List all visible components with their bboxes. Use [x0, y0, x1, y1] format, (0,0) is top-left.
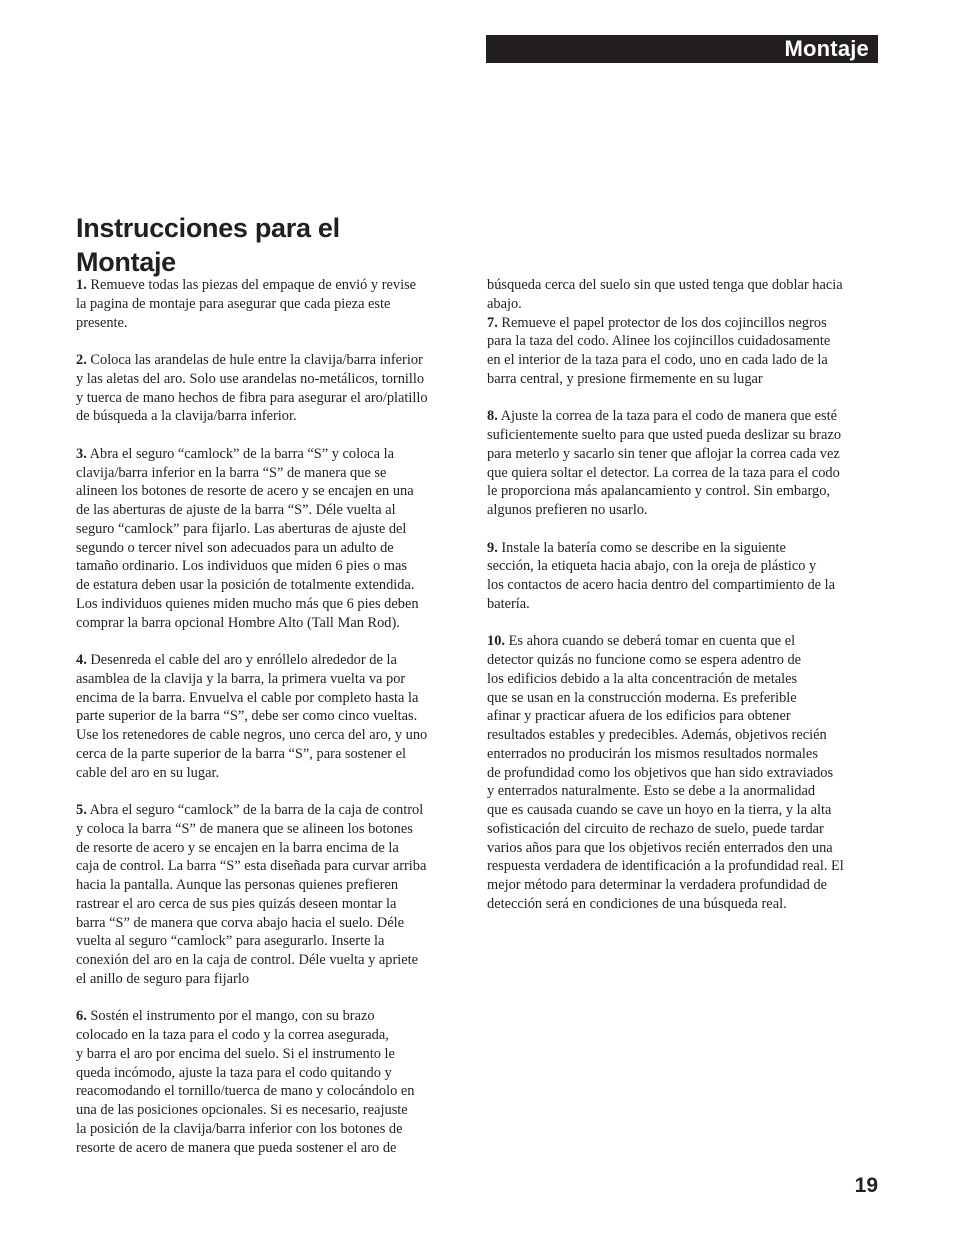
step-number: 10. [487, 633, 505, 650]
step-text: Sostén el instrumento por el mango, con su brazo colocado en la taza para el codo y la correa asegurada, y barra el aro por encima del suelo. Si el instrumento le queda incómodo, ajuste la taza para el codo quitando y reacomodando el tornillo/tuerca de mano y colocándolo en una de las posiciones opcionales. Si es necesario, reajuste la posición de la clavija/barra inferior con los botones de resorte de acero de manera que pueda sostener el aro de [76, 1008, 415, 1156]
step-6-continued [487, 276, 879, 314]
step-7 [487, 314, 879, 389]
step-9 [487, 539, 879, 614]
page-title: Instrucciones para el Montaje [76, 213, 340, 277]
right-column [487, 276, 879, 932]
step-10 [487, 632, 879, 913]
step-text: Instale la batería como se describe en la siguiente sección, la etiqueta hacia abajo, con la oreja de plástico y los contactos de acero hacia dentro del compartimiento de la batería. [487, 539, 836, 612]
step-text: Remueve el papel protector de los dos cojincillos negros para la taza del codo. Alinee los cojincillos cuidadosamente en el interior de la taza para el codo, uno en cada lado de la barra central, y presione firmemente en su lugar [487, 314, 831, 387]
page-number: 19 [854, 1174, 878, 1197]
step-1 [76, 276, 466, 332]
section-header-bar [486, 35, 878, 63]
step-text: Desenreda el cable del aro y enróllelo alrededor de la asamblea de la clavija y la barra, la primera vuelta va por encima de la barra. Envuelva el cable por completo hasta la parte superior de la barra “S”, debe ser como cinco vueltas. Use los retenedores de cable negros, uno cerca del aro, y uno cerca de la parte superior de la barra “S”, para sostener el cable del aro en su lugar. [76, 652, 428, 781]
step-number: 6. [76, 1008, 87, 1025]
step-text: Ajuste la correa de la taza para el codo de manera que esté suficientemente suelto para que usted pueda deslizar su brazo para meterlo y sacarlo sin tener que aflojar la correa cada vez que quiera soltar el detector. La correa de la taza para el codo le proporciona más apalancamiento y control. Sin embargo, algunos prefieren no usarlo. [487, 408, 842, 518]
step-number: 3. [76, 445, 87, 462]
step-8 [487, 407, 879, 520]
step-text: Abra el seguro “camlock” de la barra de la caja de control y coloca la barra “S” de manera que se alineen los botones de resorte de acero y se encajen en la barra encima de la caja de control. La barra “S” esta diseñada para curvar arriba hacia la pantalla. Aunque las personas quienes prefieren rastrear el aro cerca de sus pies quizás deseen montar la barra “S” de manera que corva abajo hacia el suelo. Déle vuelta al seguro “camlock” para asegurarlo. Inserte la conexión del aro en la caja de control. Déle vuelta y apriete el anillo de seguro para fijarlo [76, 802, 427, 987]
step-4 [76, 651, 466, 782]
step-number: 9. [487, 539, 498, 556]
step-number: 2. [76, 352, 87, 368]
step-6 [76, 1007, 466, 1157]
step-text: Coloca las arandelas de hule entre la clavija/barra inferior y las aletas del aro. Solo use arandelas no-metálicos, tornillo y tuerca de mano hechos de fibra para asegurar el aro/platillo de búsqueda a la clavija/barra inferior. [76, 352, 428, 425]
step-text: búsqueda cerca del suelo sin que usted tenga que doblar hacia abajo. [487, 277, 843, 312]
step-text: Remueve todas las piezas del empaque de envió y revise la pagina de montaje para asegurar que cada pieza este presente. [76, 277, 417, 331]
left-column [76, 276, 466, 1176]
step-number: 7. [487, 314, 498, 331]
step-2 [76, 351, 466, 426]
step-text: Es ahora cuando se deberá tomar en cuenta que el detector quizás no funcione como se espera adentro de los edificios debido a la alta concentración de metales que se usan en la construcción moderna. Es preferible afinar y practicar afuera de los edificios para obtener resultados estables y predecibles. Además, objetivos recién enterrados no producirán los mismos resultados normales de profundidad como los objetivos que han sido extraviados y enterrados naturalmente. Esto se debe a la anormalidad que es causada cuando se cave un hoyo en la tierra, y la alta sofisticación del circuito de rechazo de suelo, puede tardar varios años para que los objetivos recién enterrados den una respuesta verdadera de identificación a la profundidad real. El mejor método para determinar la verdadera profundidad de detección será en condiciones de una búsqueda real. [487, 633, 844, 912]
step-number: 5. [76, 802, 87, 818]
step-number: 4. [76, 652, 87, 668]
step-number: 1. [76, 277, 87, 293]
section-header-title: Montaje [784, 36, 869, 61]
step-3 [76, 445, 466, 633]
step-text: Abra el seguro “camlock” de la barra “S” y coloca la clavija/barra inferior en la barra “S” de manera que se alineen los botones de resorte de acero y se encajen en una de las aberturas de ajuste de la barra “S”. Déle vuelta al seguro “camlock” para fijarlo. Las aberturas de ajuste del segundo o tercer nivel son adecuados para un adulto de tamaño ordinario. Los individuos que miden 6 pies o mas de estatura deben usar la posición de totalmente extendida. Los individuos quienes miden mucho más que 6 pies deben comprar la barra opcional Hombre Alto (Tall Man Rod). [76, 445, 419, 631]
step-5 [76, 801, 466, 989]
step-number: 8. [487, 408, 498, 425]
